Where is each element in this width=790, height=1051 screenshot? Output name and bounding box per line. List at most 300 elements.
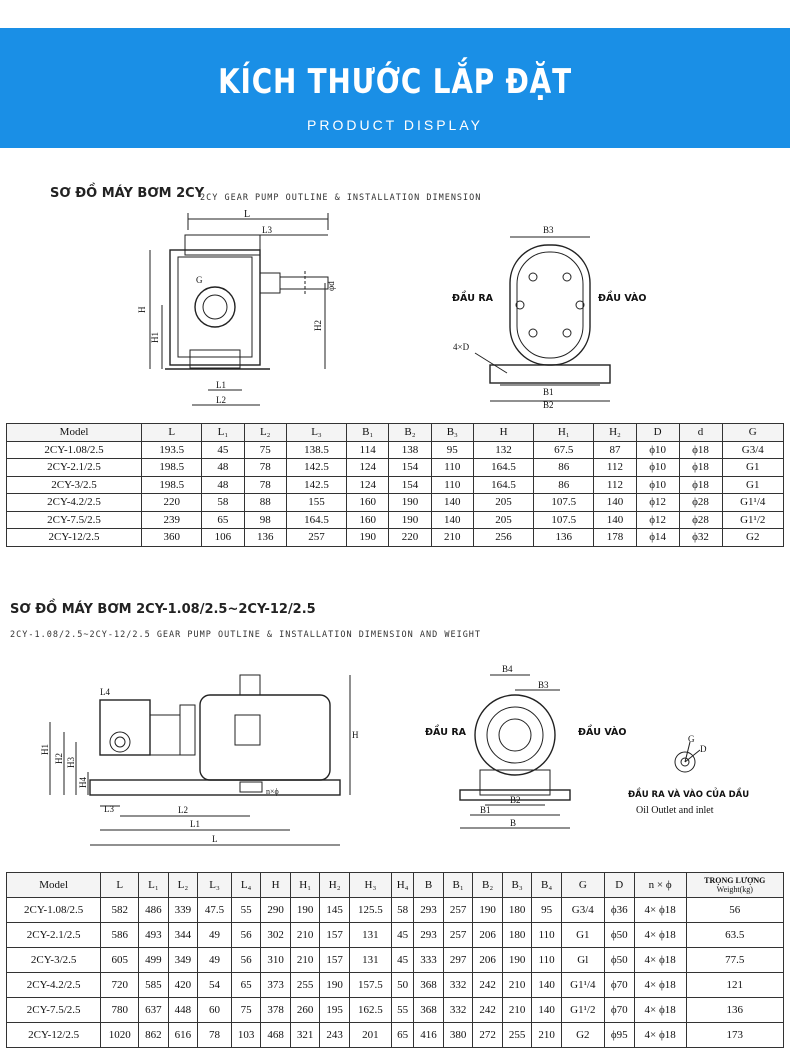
value-cell: 4× ϕ18 xyxy=(634,898,686,923)
value-cell: 58 xyxy=(202,494,244,512)
value-cell: 360 xyxy=(142,529,202,547)
value-cell: 132 xyxy=(473,441,533,459)
column-header: H₁ xyxy=(290,873,320,898)
value-cell: G1 xyxy=(561,923,604,948)
value-cell: 140 xyxy=(594,494,636,512)
value-cell: ϕ14 xyxy=(636,529,679,547)
column-header: D xyxy=(604,873,634,898)
value-cell: 136 xyxy=(686,998,783,1023)
value-cell: 78 xyxy=(244,476,286,494)
value-cell: 124 xyxy=(347,459,389,477)
table-header-row xyxy=(7,424,784,442)
value-cell: 110 xyxy=(532,948,562,973)
value-cell: 4× ϕ18 xyxy=(634,923,686,948)
dim-L3: L3 xyxy=(104,804,114,814)
value-cell: 131 xyxy=(349,948,391,973)
dim-L1: L1 xyxy=(190,819,200,829)
value-cell: 210 xyxy=(290,948,320,973)
value-cell: 65 xyxy=(202,511,244,529)
value-cell: 110 xyxy=(532,923,562,948)
column-header: L₂ xyxy=(244,424,286,442)
value-cell: 157 xyxy=(320,948,350,973)
value-cell: G1¹/2 xyxy=(561,998,604,1023)
value-cell: ϕ32 xyxy=(679,529,722,547)
value-cell: ϕ36 xyxy=(604,898,634,923)
value-cell: 257 xyxy=(286,529,346,547)
value-cell: G3/4 xyxy=(722,441,784,459)
value-cell: 155 xyxy=(286,494,346,512)
value-cell: 257 xyxy=(443,898,473,923)
value-cell: 190 xyxy=(320,973,350,998)
dim-4xD: 4×D xyxy=(453,342,470,352)
value-cell: 198.5 xyxy=(142,476,202,494)
value-cell: 190 xyxy=(473,898,503,923)
dim-H4: H4 xyxy=(78,777,88,788)
value-cell: 193.5 xyxy=(142,441,202,459)
table-row xyxy=(7,973,784,998)
dim-L2: L2 xyxy=(178,805,188,815)
value-cell: 780 xyxy=(101,998,139,1023)
value-cell: 380 xyxy=(443,1023,473,1048)
value-cell: 142.5 xyxy=(286,459,346,477)
table-row xyxy=(7,1023,784,1048)
header-banner xyxy=(0,28,790,148)
column-header: L xyxy=(142,424,202,442)
value-cell: 586 xyxy=(101,923,139,948)
value-cell: 1020 xyxy=(101,1023,139,1048)
dim-B2: B2 xyxy=(543,400,554,410)
table-row xyxy=(7,441,784,459)
value-cell: ϕ50 xyxy=(604,923,634,948)
column-header: H₄ xyxy=(391,873,413,898)
value-cell: 4× ϕ18 xyxy=(634,998,686,1023)
value-cell: 242 xyxy=(473,973,503,998)
section2-title: SƠ ĐỒ MÁY BƠM 2CY-1.08/2.5~2CY-12/2.5 xyxy=(10,602,316,617)
column-header: B₂ xyxy=(473,873,503,898)
value-cell: 78 xyxy=(198,1023,232,1048)
value-cell: 468 xyxy=(261,1023,291,1048)
value-cell: 349 xyxy=(168,948,198,973)
value-cell: 78 xyxy=(244,459,286,477)
value-cell: ϕ12 xyxy=(636,511,679,529)
column-header: B₁ xyxy=(443,873,473,898)
value-cell: 56 xyxy=(231,948,261,973)
value-cell: 87 xyxy=(594,441,636,459)
value-cell: 112 xyxy=(594,459,636,477)
value-cell: 605 xyxy=(101,948,139,973)
value-cell: 121 xyxy=(686,973,783,998)
column-header: L₂ xyxy=(168,873,198,898)
value-cell: 206 xyxy=(473,948,503,973)
value-cell: G1 xyxy=(722,459,784,477)
value-cell: 190 xyxy=(347,529,389,547)
dim-L1: L1 xyxy=(216,380,226,390)
column-header: H₂ xyxy=(320,873,350,898)
dim-H: H xyxy=(352,730,359,740)
value-cell: 154 xyxy=(389,459,431,477)
dim-L: L xyxy=(212,834,218,844)
value-cell: G1¹/2 xyxy=(722,511,784,529)
value-cell: 205 xyxy=(473,494,533,512)
value-cell: 164.5 xyxy=(286,511,346,529)
value-cell: 616 xyxy=(168,1023,198,1048)
value-cell: ϕ18 xyxy=(679,441,722,459)
outlet-label: ĐẦU RA xyxy=(452,293,494,304)
value-cell: 112 xyxy=(594,476,636,494)
value-cell: 210 xyxy=(502,998,532,1023)
value-cell: ϕ12 xyxy=(636,494,679,512)
value-cell: 154 xyxy=(389,476,431,494)
value-cell: ϕ10 xyxy=(636,476,679,494)
value-cell: ϕ10 xyxy=(636,459,679,477)
value-cell: 49 xyxy=(198,923,232,948)
value-cell: 107.5 xyxy=(534,511,594,529)
value-cell: 140 xyxy=(532,973,562,998)
value-cell: 373 xyxy=(261,973,291,998)
value-cell: 60 xyxy=(198,998,232,1023)
value-cell: 140 xyxy=(532,998,562,1023)
value-cell: 293 xyxy=(414,898,444,923)
value-cell: 420 xyxy=(168,973,198,998)
section1-subtitle: 2CY GEAR PUMP OUTLINE & INSTALLATION DIMENSION xyxy=(200,193,482,203)
motor-pump-side-view-drawing xyxy=(40,660,370,855)
value-cell: 344 xyxy=(168,923,198,948)
model-cell: 2CY-2.1/2.5 xyxy=(7,923,101,948)
dim-L3: L3 xyxy=(262,225,272,235)
column-header: L₃ xyxy=(198,873,232,898)
value-cell: 339 xyxy=(168,898,198,923)
oil-port-label-en: Oil Outlet and inlet xyxy=(636,805,714,816)
model-cell: 2CY-7.5/2.5 xyxy=(7,511,142,529)
value-cell: 173 xyxy=(686,1023,783,1048)
column-header: L xyxy=(101,873,139,898)
value-cell: 145 xyxy=(320,898,350,923)
dim-B4: B4 xyxy=(502,664,513,674)
dim-H1: H1 xyxy=(40,744,50,755)
value-cell: 86 xyxy=(534,459,594,477)
model-cell: 2CY-7.5/2.5 xyxy=(7,998,101,1023)
value-cell: 47.5 xyxy=(198,898,232,923)
dim-H3: H3 xyxy=(66,757,76,768)
table-row xyxy=(7,948,784,973)
column-header: G xyxy=(561,873,604,898)
value-cell: 239 xyxy=(142,511,202,529)
value-cell: 206 xyxy=(473,923,503,948)
value-cell: 198.5 xyxy=(142,459,202,477)
table-row xyxy=(7,923,784,948)
value-cell: 107.5 xyxy=(534,494,594,512)
value-cell: 56 xyxy=(686,898,783,923)
table-row xyxy=(7,494,784,512)
value-cell: 88 xyxy=(244,494,286,512)
column-header: L₄ xyxy=(231,873,261,898)
model-cell: 2CY-4.2/2.5 xyxy=(7,494,142,512)
section1-title: SƠ ĐỒ MÁY BƠM 2CY xyxy=(50,186,205,201)
column-header: G xyxy=(722,424,784,442)
model-cell: 2CY-3/2.5 xyxy=(7,948,101,973)
value-cell: 45 xyxy=(202,441,244,459)
value-cell: 310 xyxy=(261,948,291,973)
column-header: B₂ xyxy=(389,424,431,442)
model-cell: 2CY-1.08/2.5 xyxy=(7,898,101,923)
inlet-label-2: ĐẦU VÀO xyxy=(578,727,627,738)
value-cell: 63.5 xyxy=(686,923,783,948)
spec-table-2cy xyxy=(6,423,784,547)
value-cell: 106 xyxy=(202,529,244,547)
column-header: B xyxy=(414,873,444,898)
model-cell: 2CY-3/2.5 xyxy=(7,476,142,494)
table-row xyxy=(7,511,784,529)
value-cell: 77.5 xyxy=(686,948,783,973)
value-cell: 75 xyxy=(231,998,261,1023)
dim-G-port: G xyxy=(688,734,695,744)
dim-B3: B3 xyxy=(538,680,549,690)
value-cell: ϕ70 xyxy=(604,973,634,998)
model-cell: 2CY-1.08/2.5 xyxy=(7,441,142,459)
value-cell: 103 xyxy=(231,1023,261,1048)
column-header: Model xyxy=(7,873,101,898)
value-cell: 138 xyxy=(389,441,431,459)
value-cell: G1¹/4 xyxy=(722,494,784,512)
model-cell: 2CY-12/2.5 xyxy=(7,1023,101,1048)
table-row xyxy=(7,898,784,923)
value-cell: 242 xyxy=(473,998,503,1023)
value-cell: 201 xyxy=(349,1023,391,1048)
value-cell: 164.5 xyxy=(473,476,533,494)
dim-d: φd xyxy=(326,281,336,291)
value-cell: 210 xyxy=(502,973,532,998)
column-header: H₃ xyxy=(349,873,391,898)
value-cell: 136 xyxy=(244,529,286,547)
value-cell: 321 xyxy=(290,1023,320,1048)
value-cell: ϕ18 xyxy=(679,476,722,494)
model-cell: 2CY-4.2/2.5 xyxy=(7,973,101,998)
page-title: KÍCH THƯỚC LẮP ĐẶT xyxy=(218,62,572,102)
value-cell: 56 xyxy=(231,923,261,948)
value-cell: 58 xyxy=(391,898,413,923)
value-cell: 180 xyxy=(502,898,532,923)
table-row xyxy=(7,529,784,547)
value-cell: 4× ϕ18 xyxy=(634,948,686,973)
column-header: B₄ xyxy=(532,873,562,898)
model-cell: 2CY-2.1/2.5 xyxy=(7,459,142,477)
value-cell: 178 xyxy=(594,529,636,547)
value-cell: 210 xyxy=(532,1023,562,1048)
value-cell: G1 xyxy=(722,476,784,494)
value-cell: 110 xyxy=(431,476,473,494)
value-cell: 257 xyxy=(443,923,473,948)
dim-B1: B1 xyxy=(543,387,554,397)
column-header: Model xyxy=(7,424,142,442)
value-cell: 243 xyxy=(320,1023,350,1048)
value-cell: 180 xyxy=(502,923,532,948)
value-cell: 210 xyxy=(431,529,473,547)
table-row xyxy=(7,476,784,494)
value-cell: G2 xyxy=(722,529,784,547)
value-cell: Gl xyxy=(561,948,604,973)
value-cell: 190 xyxy=(389,494,431,512)
dim-H1: H1 xyxy=(150,332,160,343)
value-cell: 210 xyxy=(290,923,320,948)
value-cell: 114 xyxy=(347,441,389,459)
value-cell: 140 xyxy=(431,494,473,512)
value-cell: 48 xyxy=(202,459,244,477)
value-cell: 332 xyxy=(443,998,473,1023)
value-cell: 368 xyxy=(414,973,444,998)
value-cell: 75 xyxy=(244,441,286,459)
value-cell: 256 xyxy=(473,529,533,547)
value-cell: 260 xyxy=(290,998,320,1023)
value-cell: 272 xyxy=(473,1023,503,1048)
value-cell: 720 xyxy=(101,973,139,998)
value-cell: 205 xyxy=(473,511,533,529)
value-cell: 65 xyxy=(231,973,261,998)
value-cell: 98 xyxy=(244,511,286,529)
value-cell: 190 xyxy=(502,948,532,973)
value-cell: 255 xyxy=(502,1023,532,1048)
page-subtitle: PRODUCT DISPLAY xyxy=(307,117,483,133)
dim-B1: B1 xyxy=(480,805,491,815)
value-cell: 293 xyxy=(414,923,444,948)
spec-table-2cy-motor xyxy=(6,872,784,1048)
value-cell: 220 xyxy=(389,529,431,547)
dim-H: H xyxy=(137,306,147,313)
value-cell: 4× ϕ18 xyxy=(634,1023,686,1048)
column-header: n × ϕ xyxy=(634,873,686,898)
value-cell: 140 xyxy=(431,511,473,529)
inlet-label: ĐẦU VÀO xyxy=(598,293,647,304)
column-header: B₁ xyxy=(347,424,389,442)
dim-B2: B2 xyxy=(510,795,521,805)
value-cell: 55 xyxy=(231,898,261,923)
value-cell: ϕ50 xyxy=(604,948,634,973)
value-cell: ϕ18 xyxy=(679,459,722,477)
value-cell: 4× ϕ18 xyxy=(634,973,686,998)
oil-port-detail-drawing xyxy=(660,730,720,780)
value-cell: 125.5 xyxy=(349,898,391,923)
value-cell: 486 xyxy=(139,898,169,923)
motor-pump-end-view-drawing xyxy=(450,660,580,835)
value-cell: ϕ95 xyxy=(604,1023,634,1048)
value-cell: 95 xyxy=(431,441,473,459)
value-cell: 136 xyxy=(534,529,594,547)
value-cell: 48 xyxy=(202,476,244,494)
value-cell: 110 xyxy=(431,459,473,477)
column-header: L₁ xyxy=(139,873,169,898)
column-header: L₃ xyxy=(286,424,346,442)
dim-H2: H2 xyxy=(313,320,323,331)
column-header: H xyxy=(261,873,291,898)
value-cell: 140 xyxy=(594,511,636,529)
column-header: B₃ xyxy=(502,873,532,898)
value-cell: 585 xyxy=(139,973,169,998)
value-cell: 138.5 xyxy=(286,441,346,459)
dim-B: B xyxy=(510,818,517,828)
value-cell: 49 xyxy=(198,948,232,973)
value-cell: 448 xyxy=(168,998,198,1023)
value-cell: ϕ28 xyxy=(679,511,722,529)
column-header: B₃ xyxy=(431,424,473,442)
value-cell: 297 xyxy=(443,948,473,973)
column-header: D xyxy=(636,424,679,442)
value-cell: 333 xyxy=(414,948,444,973)
dim-L2: L2 xyxy=(216,395,226,405)
dim-L: L xyxy=(244,209,251,220)
value-cell: 50 xyxy=(391,973,413,998)
value-cell: 195 xyxy=(320,998,350,1023)
pump-end-view-drawing xyxy=(445,215,645,410)
value-cell: 160 xyxy=(347,511,389,529)
table-row xyxy=(7,998,784,1023)
value-cell: 131 xyxy=(349,923,391,948)
column-header: d xyxy=(679,424,722,442)
value-cell: 124 xyxy=(347,476,389,494)
value-cell: 499 xyxy=(139,948,169,973)
value-cell: 416 xyxy=(414,1023,444,1048)
pump-side-view-drawing xyxy=(130,205,370,415)
value-cell: 378 xyxy=(261,998,291,1023)
value-cell: ϕ70 xyxy=(604,998,634,1023)
value-cell: 54 xyxy=(198,973,232,998)
dim-B3: B3 xyxy=(543,225,554,235)
value-cell: 220 xyxy=(142,494,202,512)
table-row xyxy=(7,459,784,477)
dim-D-port: D xyxy=(700,744,707,754)
value-cell: 45 xyxy=(391,923,413,948)
value-cell: 582 xyxy=(101,898,139,923)
value-cell: G3/4 xyxy=(561,898,604,923)
value-cell: 302 xyxy=(261,923,291,948)
value-cell: 368 xyxy=(414,998,444,1023)
section2-subtitle: 2CY-1.08/2.5~2CY-12/2.5 GEAR PUMP OUTLINE & INSTALLATION DIMENSION AND WEIGHT xyxy=(10,630,482,640)
value-cell: 332 xyxy=(443,973,473,998)
value-cell: 493 xyxy=(139,923,169,948)
value-cell: 160 xyxy=(347,494,389,512)
value-cell: 45 xyxy=(391,948,413,973)
outlet-label-2: ĐẦU RA xyxy=(425,727,467,738)
dim-G: G xyxy=(196,275,203,285)
dim-H2: H2 xyxy=(54,753,64,764)
value-cell: 67.5 xyxy=(534,441,594,459)
value-cell: ϕ10 xyxy=(636,441,679,459)
value-cell: 255 xyxy=(290,973,320,998)
value-cell: 55 xyxy=(391,998,413,1023)
value-cell: 157.5 xyxy=(349,973,391,998)
dim-L4: L4 xyxy=(100,687,110,697)
column-header-weight xyxy=(686,873,783,898)
value-cell: 190 xyxy=(389,511,431,529)
model-cell: 2CY-12/2.5 xyxy=(7,529,142,547)
value-cell: 162.5 xyxy=(349,998,391,1023)
column-header: H₁ xyxy=(534,424,594,442)
value-cell: 862 xyxy=(139,1023,169,1048)
value-cell: 637 xyxy=(139,998,169,1023)
column-header: H₂ xyxy=(594,424,636,442)
dim-nxphi: n×ϕ xyxy=(266,787,279,796)
value-cell: 290 xyxy=(261,898,291,923)
value-cell: 142.5 xyxy=(286,476,346,494)
value-cell: 190 xyxy=(290,898,320,923)
column-header: L₁ xyxy=(202,424,244,442)
value-cell: 65 xyxy=(391,1023,413,1048)
value-cell: 95 xyxy=(532,898,562,923)
table-header-row xyxy=(7,873,784,898)
value-cell: 164.5 xyxy=(473,459,533,477)
value-cell: ϕ28 xyxy=(679,494,722,512)
value-cell: 157 xyxy=(320,923,350,948)
value-cell: 86 xyxy=(534,476,594,494)
value-cell: G2 xyxy=(561,1023,604,1048)
